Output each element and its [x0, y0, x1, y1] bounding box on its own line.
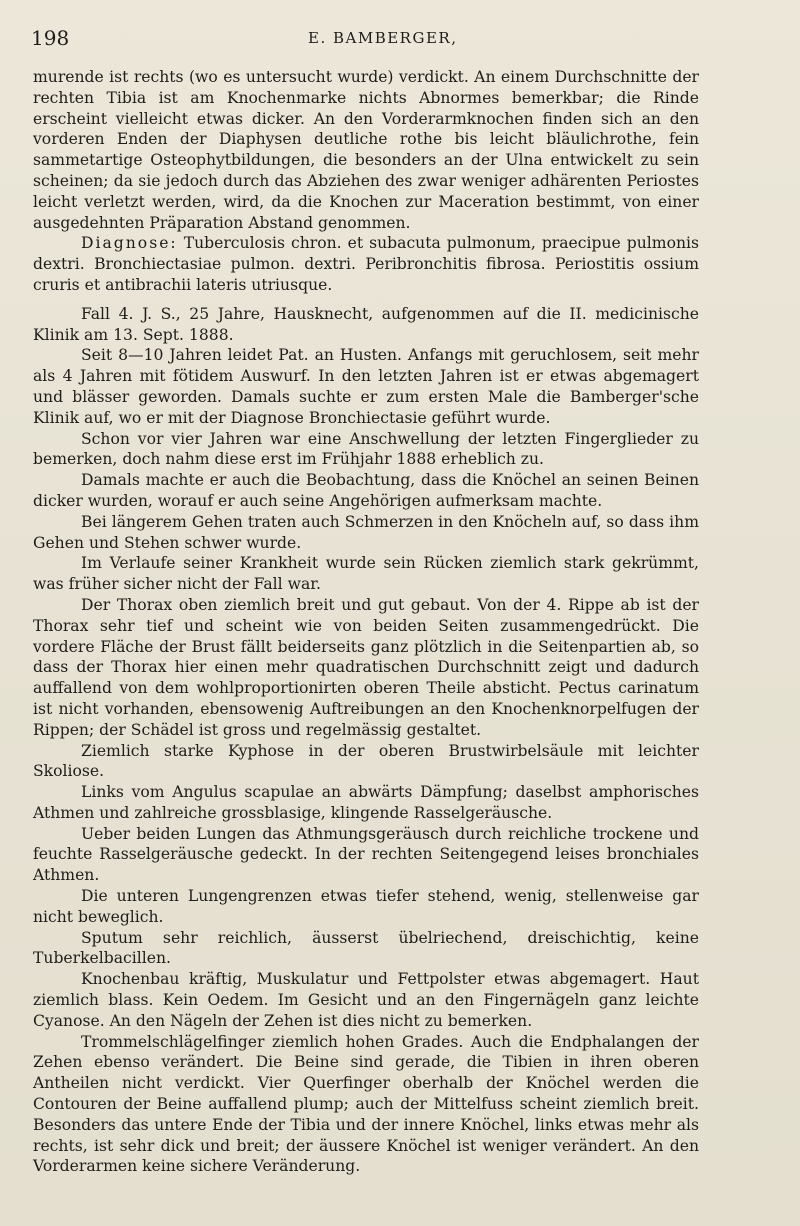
paragraph: Sputum sehr reichlich, äusserst übelriechend, dreischichtig, keine Tuberkelbacillen.	[33, 928, 699, 968]
paragraph: Im Verlaufe seiner Krankheit wurde sein Rücken ziemlich stark gekrümmt, was früher sicher nicht der Fall war.	[33, 554, 699, 594]
paragraph: murende ist rechts (wo es untersucht wurde) verdickt. An einem Durchschnitte der rechten Tibia ist am Knochenmarke nichts Abnormes bemerkbar; die Rinde erscheint vielleicht etwas dicker. An den Vorderarmknochen finden sich an den vorderen Enden der Diaphysen deutliche rothe bis leicht bläulichrothe, fein sammetartige Osteophytbildungen, die besonders an der Ulna entwickelt zu sein scheinen; da sie jedoch durch das Abziehen des zwar weniger adhärenten Periostes leicht verletzt werden, wird, da die Knochen zur Maceration bestimmt, von einer ausgedehnten Präparation Abstand genommen.	[33, 68, 699, 232]
case-heading: Fall 4. J. S., 25 Jahre, Hausknecht, aufgenommen auf die II. medicinische Klinik am 13. Sept. 1888.	[33, 304, 699, 344]
paragraph: Schon vor vier Jahren war eine Anschwellung der letzten Fingerglieder zu bemerken, doch nahm diese erst im Frühjahr 1888 erheblich zu.	[33, 429, 699, 469]
paragraph: Links vom Angulus scapulae an abwärts Dämpfung; daselbst amphorisches Athmen und zahlreiche grossblasige, klingende Rasselgeräusche.	[33, 783, 699, 822]
page-header	[28, 26, 760, 56]
running-head: E. BAMBERGER,	[308, 29, 458, 47]
paragraph: Bei längerem Gehen traten auch Schmerzen in den Knöcheln auf, so dass ihm Gehen und Stehen schwer wurde.	[33, 512, 699, 552]
body-text	[33, 67, 699, 1177]
page-number: 198	[31, 26, 70, 50]
paragraph: Ziemlich starke Kyphose in der oberen Brustwirbelsäule mit leichter Skoliose.	[33, 741, 699, 781]
paragraph: Ueber beiden Lungen das Athmungsgeräusch durch reichliche trockene und feuchte Rasselgeräusche gedeckt. In der rechten Seitengegend leises bronchiales Athmen.	[33, 824, 699, 885]
diagnosis-text: Tuberculosis chron. et subacuta pulmonum, praecipue pulmonis dextri. Bronchiectasiae pulmon. dextri. Peribronchitis fibrosa. Periostitis ossium cruris et antibrachii lateris utriusque.	[33, 234, 699, 294]
diagnosis-label: Diagnose:	[81, 234, 178, 253]
paragraph: Die unteren Lungengrenzen etwas tiefer stehend, wenig, stellenweise gar nicht beweglich.	[33, 887, 699, 926]
paragraph: Knochenbau kräftig, Muskulatur und Fettpolster etwas abgemagert. Haut ziemlich blass. Kein Oedem. Im Gesicht und an den Fingernägeln ganz leichte Cyanose. An den Nägeln der Zehen ist dies nicht zu bemerken.	[33, 970, 699, 1030]
paragraph: Seit 8—10 Jahren leidet Pat. an Husten. Anfangs mit geruchlosem, seit mehr als 4 Jahren mit fötidem Auswurf. In den letzten Jahren ist er etwas abgemagert und blässer geworden. Damals suchte er zum ersten Male die Bamberger'sche Klinik auf, wo er mit der Diagnose Bronchiectasie geführt wurde.	[33, 346, 699, 427]
paragraph: Trommelschlägelfinger ziemlich hohen Grades. Auch die Endphalangen der Zehen ebenso verändert. Die Beine sind gerade, die Tibien in ihren oberen Antheilen nicht verdickt. Vier Querfinger oberhalb der Knöchel werden die Contouren der Beine auffallend plump; auch der Mittelfuss scheint ziemlich breit. Besonders das untere Ende der Tibia und der innere Knöchel, links etwas mehr als rechts, ist sehr dick und breit; der äussere Knöchel ist weniger verändert. An den Vorderarmen keine sichere Veränderung.	[33, 1032, 699, 1176]
paragraph: Damals machte er auch die Beobachtung, dass die Knöchel an seinen Beinen dicker wurden, worauf er auch seine Angehörigen aufmerksam machte.	[33, 471, 699, 510]
paragraph: Der Thorax oben ziemlich breit und gut gebaut. Von der 4. Rippe ab ist der Thorax sehr tief und scheint wie von beiden Seiten zusammengedrückt. Die vordere Fläche der Brust fällt beiderseits ganz plötzlich in die Seitenpartien ab, so dass der Thorax hier einen mehr quadratischen Durchschnitt zeigt und dadurch auffallend von dem wohlproportionirten oberen Theile absticht. Pectus carinatum ist nicht vorhanden, ebensowenig Auftreibungen an den Knochenknorpelfugen der Rippen; der Schädel ist gross und regelmässig gestaltet.	[33, 595, 699, 739]
diagnosis-paragraph	[33, 233, 699, 295]
